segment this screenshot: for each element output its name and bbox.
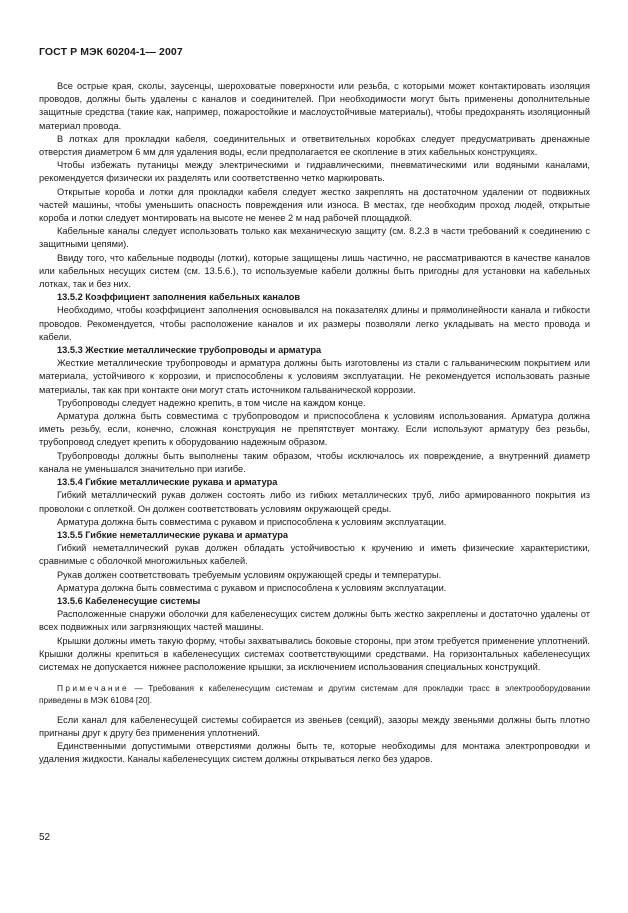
note	[39, 682, 590, 706]
section-heading: 13.5.3 Жесткие металлические трубопроводы и арматура	[57, 345, 322, 356]
document-body	[39, 80, 590, 766]
paragraph: Расположенные снаружи оболочки для кабеленесущих систем должны быть жестко закреплены и достаточно удалены от всех подвижных или загрязняющих частей машины.	[39, 609, 590, 633]
paragraph: Арматура должна быть совместима с трубопроводом и приспособлена к условиям использования. Арматура должна иметь резьбу, если, конечно, сложная конструкция не препятствует монтажу. Если используют арматуру без резьбы, трубопровод следует крепить к оборудованию надежным образом.	[39, 411, 590, 448]
section-heading: 13.5.2 Коэффициент заполнения кабельных каналов	[57, 292, 301, 303]
section-heading: 13.5.5 Гибкие неметаллические рукава и арматура	[57, 529, 288, 540]
section-heading: 13.5.6 Кабеленесущие системы	[57, 595, 201, 606]
paragraph: Единственными допустимыми отверстиями должны быть те, которые необходимы для монтажа электропроводки и удаления жидкости. Каналы кабеленесущих систем должны открываться легко без ударов.	[39, 740, 590, 765]
section-heading: 13.5.4 Гибкие металлические рукава и арматура	[57, 477, 278, 488]
page-number: 52	[39, 832, 51, 843]
paragraph: Ввиду того, что кабельные подводы (лотки), которые защищены лишь частично, не рассматриваются в качестве каналов или кабельных несущих систем (см. 13.5.6.), то используемые кабели должны быть пригодны для установки на кабельных лотках, так и без них.	[39, 252, 590, 290]
paragraph: Рукав должен соответствовать требуемым условиям окружающей среды и температуры.	[57, 569, 442, 580]
paragraph: Необходимо, чтобы коэффициент заполнения основывался на показателях длины и прямолинейности канала и гибкости проводов. Рекомендуется, чтобы расположение каналов и их размеры позволяли легко укладывать на место провода и кабели.	[39, 305, 590, 342]
paragraph: Жесткие металлические трубопроводы и арматура должны быть изготовлены из стали с гальваническим покрытием или материала, устойчивого к коррозии, и приспособлены к условиям эксплуатации. Не рекомендуется использовать разные материалы, так как при контакте они могут стать источником гальванической коррозии.	[39, 358, 590, 395]
paragraph: Гибкий неметаллический рукав должен обладать устойчивостью к кручению и иметь физические характеристики, сравнимые с оболочкой многожильных кабелей.	[39, 543, 590, 567]
paragraph: Открытые короба и лотки для прокладки кабеля следует жестко закреплять на достаточном удалении от подвижных частей машины, чтобы уменьшить опасность повреждения или износа. В местах, где необходим проход людей, открытые короба и лотки следует монтировать на высоте не менее 2 м над рабочей площадкой.	[39, 186, 590, 224]
paragraph: Крышки должны иметь такую форму, чтобы захватывались боковые стороны, при этом требуется применение уплотнений. Крышки должны крепиться в кабеленесущих системах соответствующими средствами. На горизонтальных кабеленесущих системах не допускается нижнее расположение крышки, за исключением использования специальных конструкций.	[39, 635, 590, 672]
paragraph: В лотках для прокладки кабеля, соединительных и ответвительных коробках следует предусматривать дренажные отверстия диаметром 6 мм для удаления воды, если предполагается ее скопление в этих кабельных конструкциях.	[39, 133, 590, 158]
paragraph: Арматура должна быть совместима с рукавом и приспособлена к условиям эксплуатации.	[57, 516, 447, 527]
paragraph: Чтобы избежать путаницы между электрическими и гидравлическими, пневматическими или водяными каналами, рекомендуется физически их разделять или соответственно четко маркировать.	[39, 160, 590, 184]
paragraph: Гибкий металлический рукав должен состоять либо из гибких металлических труб, либо армированного покрытия из проволоки с оплеткой. Он должен соответствовать условиям окружающей среды.	[39, 490, 590, 514]
note-text: — Требования к кабеленесущим системам и другим системам для прокладки трасс в электрооборудовании приведены в МЭК 61084 [20].	[39, 683, 591, 706]
note-label: Примечание	[57, 683, 130, 694]
paragraph: Кабельные каналы следует использовать только как механическую защиту (см. 8.2.3 в части требований к соединению с защитными цепями).	[39, 226, 590, 250]
paragraph: Трубопроводы должны быть выполнены таким образом, чтобы исключалось их повреждение, а внутренний диаметр канала не уменьшался значительно при изгибе.	[39, 450, 590, 474]
paragraph: Арматура должна быть совместима с рукавом и приспособлена к условиям эксплуатации.	[57, 582, 447, 593]
paragraph: Трубопроводы следует надежно крепить, в том числе на каждом конце.	[57, 397, 366, 408]
paragraph: Все острые края, сколы, заусенцы, шероховатые поверхности или резьба, с которыми может контактировать изоляция проводов, должны быть удалены с каналов и соединителей. При необходимости могут быть применены дополнительные защитные средства (такие как, например, пожаростойкие и маслоустойчивые материалы), чтобы предохранять изоляционный материал провода.	[39, 81, 590, 131]
document-header: ГОСТ Р МЭК 60204-1— 2007	[39, 46, 183, 58]
paragraph: Если канал для кабеленесущей системы собирается из звеньев (секций), зазоры между звеньями должны быть плотно пригнаны друг к другу без применения уплотнений.	[39, 714, 590, 738]
